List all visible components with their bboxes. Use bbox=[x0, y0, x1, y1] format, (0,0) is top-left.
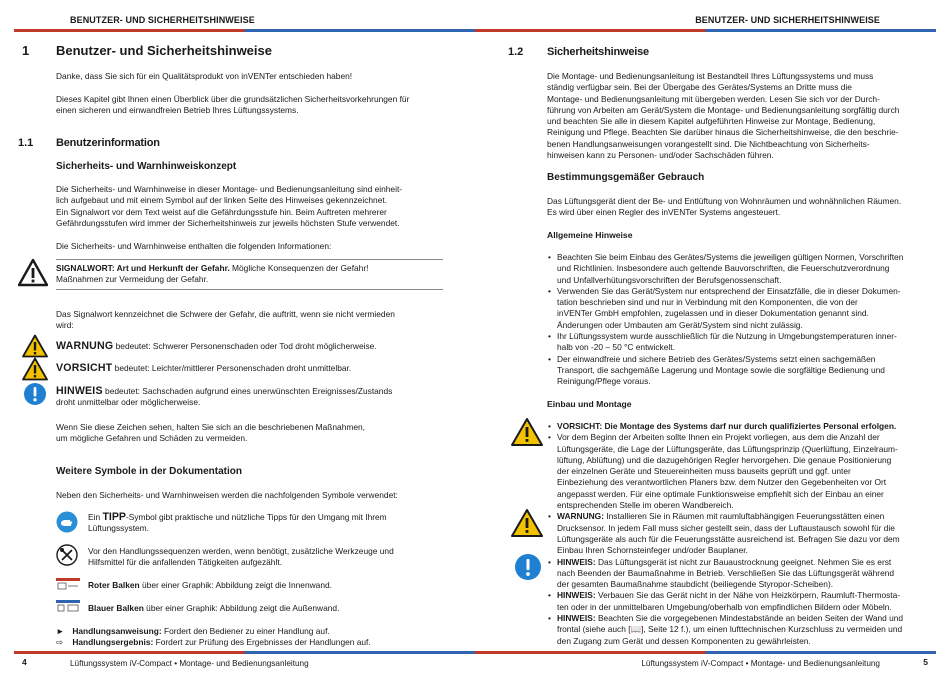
chapter-title: Benutzer- und Sicherheitshinweise bbox=[56, 43, 272, 58]
text-line: Änderungen oder Umbauten am Gerät/System sind nicht zulässig. bbox=[557, 319, 803, 330]
symbols-intro: Neben den Sicherheits- und Warnhinweisen werden die nachfolgenden Symbole verwendet: bbox=[56, 490, 398, 500]
text-span: Das Lüftungsgerät ist nicht zur Bauaustrocknung geeignet. Nehmen Sie es erst bbox=[595, 556, 892, 567]
tip-line-2: Lüftungssystem. bbox=[88, 523, 149, 534]
text-line: Wenn Sie diese Zeichen sehen, halten Sie sich an die beschriebenen Maßnahmen, bbox=[56, 422, 365, 432]
list-item bbox=[547, 557, 943, 591]
general-notes-list bbox=[547, 252, 939, 388]
hinweis-definition bbox=[56, 386, 451, 409]
warnung-word: WARNUNG bbox=[56, 340, 114, 352]
blue-bar-icon bbox=[56, 600, 80, 612]
warnung-text: bedeutet: Schwerer Personenschaden oder Tod droht möglicherweise. bbox=[113, 341, 377, 351]
section-title: Benutzerinformation bbox=[56, 137, 160, 149]
text-line: entsprechenden Stelle im oberen Wandbereich. bbox=[557, 500, 734, 511]
text-line: der gesamten Baumaßnahme staubdicht (beiliegende Styropor-Scheiben). bbox=[557, 579, 834, 590]
tip-word: TIPP bbox=[102, 511, 126, 523]
text-line: Dieses Kapitel gibt Ihnen einen Überblick über die grundsätzlichen Sicherheitsvorkehrungen für bbox=[56, 94, 410, 104]
notice-label: HINWEIS: bbox=[557, 590, 596, 601]
footer-text: Lüftungssystem iV-Compact • Montage- und Bedienungsanleitung bbox=[70, 659, 309, 668]
text-line: Reinigung/Pflege voraus. bbox=[557, 376, 651, 387]
action-instruction bbox=[56, 626, 451, 637]
list-item bbox=[547, 511, 943, 556]
text-line: Transport, die sachgemäße Lagerung und Montage sowie die sorgfältige Bedienung und bbox=[557, 364, 885, 375]
hinweis-word: HINWEIS bbox=[56, 385, 103, 397]
action-text: Fordert den Bediener zu einer Handlung auf. bbox=[161, 626, 330, 636]
text-line: Es wird über einen Regler des inVENTer Systems angesteuert. bbox=[547, 207, 781, 218]
text-line: ständig verfügbar sein. Bei der Übergabe des Gerätes/Systems an Dritte muss die bbox=[547, 82, 852, 93]
text-line: Das Lüftungsgerät dient der Be- und Entlüftung von Wohnräumen und wohnähnlichen Räumen. bbox=[547, 196, 902, 206]
footer-rule bbox=[14, 651, 475, 654]
action-result bbox=[56, 637, 451, 648]
warning-triangle-icon bbox=[18, 258, 48, 290]
footer-text: Lüftungssystem iV-Compact • Montage- und Bedienungsanleitung bbox=[641, 659, 880, 668]
blue-bar-description bbox=[88, 603, 448, 614]
text-line: halb von -20 – 50 °C entwickelt. bbox=[557, 342, 675, 353]
text-line: Die Montage- und Bedienungsanleitung ist Bestandteil Ihres Lüftungssystems und muss bbox=[547, 71, 874, 81]
header-rule bbox=[14, 29, 475, 32]
text-span: Installieren Sie in Räumen mit raumluftabhängigen Feuerungsstätten einen bbox=[604, 511, 885, 522]
list-item bbox=[547, 252, 939, 286]
text-line: wird: bbox=[56, 320, 74, 331]
subheading-general-notes: Allgemeine Hinweise bbox=[547, 230, 633, 240]
warning-concept-paragraph bbox=[56, 184, 438, 229]
text-line: • Vor dem Beginn der Arbeiten sollte Ihnen ein Projekt vorliegen, aus dem die Anzahl der bbox=[557, 432, 880, 443]
text-line: Einbau Ihren Schornsteinfeger und/oder Bauplaner. bbox=[557, 545, 748, 556]
text-line: und beachten Sie alle in diesem Kapitel aufgeführten Hinweise zur Montage, Bedienung, bbox=[547, 116, 876, 127]
right-page bbox=[475, 0, 950, 673]
red-bar-description bbox=[88, 580, 448, 591]
installation-list bbox=[547, 421, 943, 647]
text-line: frontal (siehe auch [📖], Seite 12 f.), um einen lufttechnischen Kurzschluss zu vermeiden und bbox=[557, 624, 903, 635]
tip-text: -Symbol gibt praktische und nützliche Tipps für den Umgang mit Ihrem bbox=[125, 512, 387, 522]
text-line: Hilfsmittel für die anfallenden Tätigkeiten aufgezählt. bbox=[88, 557, 282, 568]
page-number: 5 bbox=[923, 657, 928, 667]
tip-prefix: Ein bbox=[88, 512, 103, 522]
text-line: einen sicheren und einwandfreien Betrieb Ihres Lüftungssystems. bbox=[56, 105, 299, 116]
page-header-title: BENUTZER- UND SICHERHEITSHINWEISE bbox=[695, 15, 880, 25]
text-line: Lüftungsgeräte, die Lage der Lüftungsgeräte, das Lüftungsprinzip (Querlüftung, Einzelraum- bbox=[557, 443, 898, 454]
footer-rule bbox=[475, 651, 936, 654]
page-header-title: BENUTZER- UND SICHERHEITSHINWEISE bbox=[70, 15, 255, 25]
intro-paragraph-1: Danke, dass Sie sich für ein Qualitätsprodukt von inVENTer entschieden haben! bbox=[56, 71, 353, 81]
text-line: und Richtlinien. Insbesondere auch geltende Bauvorschriften, die Feuerschutzverordnung bbox=[557, 263, 890, 274]
hinweis-text: bedeutet: Sachschaden aufgrund eines unerwünschten Ereignisses/Zustands bbox=[102, 386, 393, 396]
text-line: Einbeziehung des verantwortlichen Planers bzw. dem Nutzer den Gegebenheiten vor Ort bbox=[557, 477, 887, 488]
tip-line-1 bbox=[88, 512, 448, 523]
text-line: • Beachten Sie beim Einbau des Gerätes/Systems die jeweiligen gültigen Normen, Vorschriften bbox=[557, 252, 904, 262]
text-line: führung von Arbeiten am Gerät/System die Montage- und Bedienungsanleitung sorgfältig durch bbox=[547, 104, 900, 115]
info-list-intro: Die Sicherheits- und Warnhinweise enthalten die folgenden Informationen: bbox=[56, 241, 332, 251]
text-span: Verbauen Sie das Gerät nicht in der Nähe von Heizkörpern, Raumluft-Thermosta- bbox=[595, 590, 901, 601]
action-label: Handlungsanweisung: bbox=[72, 626, 162, 636]
signal-word-box bbox=[56, 259, 443, 290]
notice-label: HINWEIS: bbox=[557, 556, 596, 567]
text-line: Montage- und Bedienungsanleitung mit übergeben werden. Lesen Sie sich vor der Durch- bbox=[547, 93, 880, 104]
safety-intro-paragraph bbox=[547, 71, 939, 161]
warning-yellow-icon bbox=[511, 508, 543, 538]
info-exclamation-icon bbox=[514, 553, 542, 581]
result-text: Fordert zur Prüfung des Ergebnisses der Handlungen auf. bbox=[153, 637, 371, 647]
text-line: Vor den Handlungssequenzen werden, wenn benötigt, zusätzliche Werkzeuge und bbox=[88, 546, 394, 556]
text-line bbox=[557, 511, 943, 522]
text-line: • Ihr Lüftungssystem wurde ausschließlich für die Nutzung in Umgebungstemperaturen inner- bbox=[557, 331, 897, 342]
text-span: Beachten Sie die vorgegebenen Mindestabstände an beiden Seiten der Wand und bbox=[595, 613, 904, 624]
tools-icon bbox=[56, 544, 78, 566]
hinweis-line-2: droht unmittelbar oder möglicherweise. bbox=[56, 397, 201, 408]
text-line: Lüftungsgeräte als auch für die Feuerungsstätte ausreichend ist. Befragen Sie dazu vor dem bbox=[557, 533, 900, 544]
section-title: Sicherheitshinweise bbox=[547, 46, 649, 58]
text-line: Ein Signalwort vor dem Text weist auf die Gefährdungsstufe hin. Beim Auftreten mehrerer bbox=[56, 206, 387, 217]
section-number: 1.2 bbox=[508, 46, 524, 58]
text-line bbox=[557, 613, 943, 624]
notice-label: HINWEIS: bbox=[557, 613, 596, 624]
text-line: lüftung, Ablüftung) und die dazugehörigen Regler hervorgehen. Die genaue Positionierung bbox=[557, 454, 892, 465]
subheading-intended-use: Bestimmungsgemäßer Gebrauch bbox=[547, 172, 705, 183]
section-number: 1.1 bbox=[18, 137, 34, 149]
text-line: und Unfallverhütungsvorschriften der Berufsgenossenschaft. bbox=[557, 274, 782, 285]
text-line: Reinigung und Pflege. Beachten Sie darüber hinaus die Sicherheitshinweise, die den beschrie- bbox=[547, 127, 899, 138]
list-item bbox=[547, 432, 943, 511]
signal-severity-paragraph bbox=[56, 309, 438, 332]
red-bar-text: über einer Graphik: Abbildung zeigt die Innenwand. bbox=[139, 580, 332, 590]
text-line: Die Sicherheits- und Warnhinweise in dieser Montage- und Bedienungsanleitung sind einheit- bbox=[56, 184, 403, 194]
list-item bbox=[547, 421, 943, 432]
page-number: 4 bbox=[22, 657, 27, 667]
hinweis-line-1 bbox=[56, 386, 451, 397]
list-item bbox=[547, 354, 939, 388]
vorsicht-text: bedeutet: Leichter/mittlerer Personenschaden droht unmittelbar. bbox=[112, 363, 352, 373]
signal-word-bold: SIGNALWORT: Art und Herkunft der Gefahr. bbox=[56, 263, 230, 273]
caution-yellow-icon bbox=[22, 357, 48, 381]
info-exclamation-icon bbox=[23, 382, 47, 406]
list-item bbox=[547, 613, 943, 647]
signal-text: Mögliche Konsequenzen der Gefahr! bbox=[229, 263, 369, 273]
subheading-warning-concept: Sicherheits- und Warnhinweiskonzept bbox=[56, 161, 237, 172]
text-line: der einzelnen Geräte und Steuereinheiten muss bauseits geprüft und ggf. unter bbox=[557, 466, 851, 477]
text-line: hinweisen kann zu Personen- und/oder Sachschäden führen. bbox=[547, 150, 774, 161]
signal-line-1 bbox=[56, 263, 443, 274]
caution-yellow-icon bbox=[511, 417, 543, 447]
action-arrow-icon: ► bbox=[56, 626, 65, 636]
text-line bbox=[557, 590, 943, 601]
text-line: Gefährdungsstufen wird immer der Sicherheitshinweis zur jeweils höchsten Stufe verwendet. bbox=[56, 217, 400, 228]
vorsicht-word: VORSICHT bbox=[56, 362, 113, 374]
red-bar-icon bbox=[56, 578, 80, 590]
caution-statement: VORSICHT: Die Montage des Systems darf nur durch qualifiziertes Personal erfolgen. bbox=[557, 421, 897, 431]
intended-use-paragraph bbox=[547, 196, 939, 219]
tip-description bbox=[88, 512, 448, 535]
chapter-number: 1 bbox=[22, 43, 30, 58]
text-line: Drucksensor. In jedem Fall muss sicher gestellt sein, dass der Luftaustausch sowohl für die bbox=[557, 522, 895, 533]
header-rule bbox=[475, 29, 936, 32]
text-line: • Der einwandfreie und sichere Betrieb des Gerätes/Systems setzt einen sachgemäßen bbox=[557, 353, 876, 364]
result-arrow-icon: ⇨ bbox=[56, 637, 64, 647]
text-line: um mögliche Gefahren und Schäden zu vermeiden. bbox=[56, 433, 248, 444]
tools-description bbox=[88, 546, 448, 569]
text-line: den Zugang zum Gerät und dessen Komponenten zu gewährleisten. bbox=[557, 635, 811, 646]
text-line: lich aufgebaut und mit einem Symbol auf der linken Seite des Hinweises gekennzeichnet. bbox=[56, 195, 388, 206]
list-item bbox=[547, 331, 939, 354]
text-line: inVENTer GmbH empfohlen, zugelassen und in dieser Dokumentation genannt sind. bbox=[557, 308, 869, 319]
result-label: Handlungsergebnis: bbox=[72, 637, 154, 647]
blue-bar-label: Blauer Balken bbox=[88, 603, 144, 613]
blue-bar-text: über einer Graphik: Abbildung zeigt die Außenwand. bbox=[143, 603, 340, 613]
text-line: angepasst werden. Für eine optimale Funktionsweise empfiehlt sich der Einbau an einer bbox=[557, 488, 884, 499]
warning-label: WARNUNG: bbox=[557, 511, 604, 522]
text-line: tation beschrieben sind und nur in Verbindung mit den Komponenten, die von der bbox=[557, 297, 858, 308]
intro-paragraph-2 bbox=[56, 94, 438, 117]
red-bar-label: Roter Balken bbox=[88, 580, 140, 590]
observe-paragraph bbox=[56, 422, 438, 445]
text-line: ten oder in der unmittelbaren Umgebung/oberhalb von empfindlichen Bildern oder Möbeln. bbox=[557, 601, 892, 612]
subheading-installation: Einbau und Montage bbox=[547, 399, 632, 409]
subheading-further-symbols: Weitere Symbole in der Dokumentation bbox=[56, 466, 242, 477]
text-line: nach Beenden der Baumaßnahme in Betrieb. Verschließen Sie das Lüftungsgerät während bbox=[557, 567, 895, 578]
warning-yellow-icon bbox=[22, 334, 48, 358]
text-line: benen Handlungsanweisungen vorangestellt sind. Die Nichtbeachtung von Sicherheits- bbox=[547, 138, 870, 149]
text-line: • Verwenden Sie das Gerät/System nur entsprechend der Einsatzfälle, die in dieser Dokumen- bbox=[557, 285, 901, 296]
text-line: Das Signalwort kennzeichnet die Schwere der Gefahr, die auftritt, wenn sie nicht vermieden bbox=[56, 309, 395, 319]
tip-hand-icon bbox=[56, 511, 78, 533]
signal-line-2: Maßnahmen zur Vermeidung der Gefahr. bbox=[56, 274, 209, 285]
text-line bbox=[557, 557, 943, 568]
list-item bbox=[547, 286, 939, 331]
list-item bbox=[547, 590, 943, 613]
vorsicht-definition bbox=[56, 363, 451, 374]
warnung-definition bbox=[56, 341, 451, 352]
